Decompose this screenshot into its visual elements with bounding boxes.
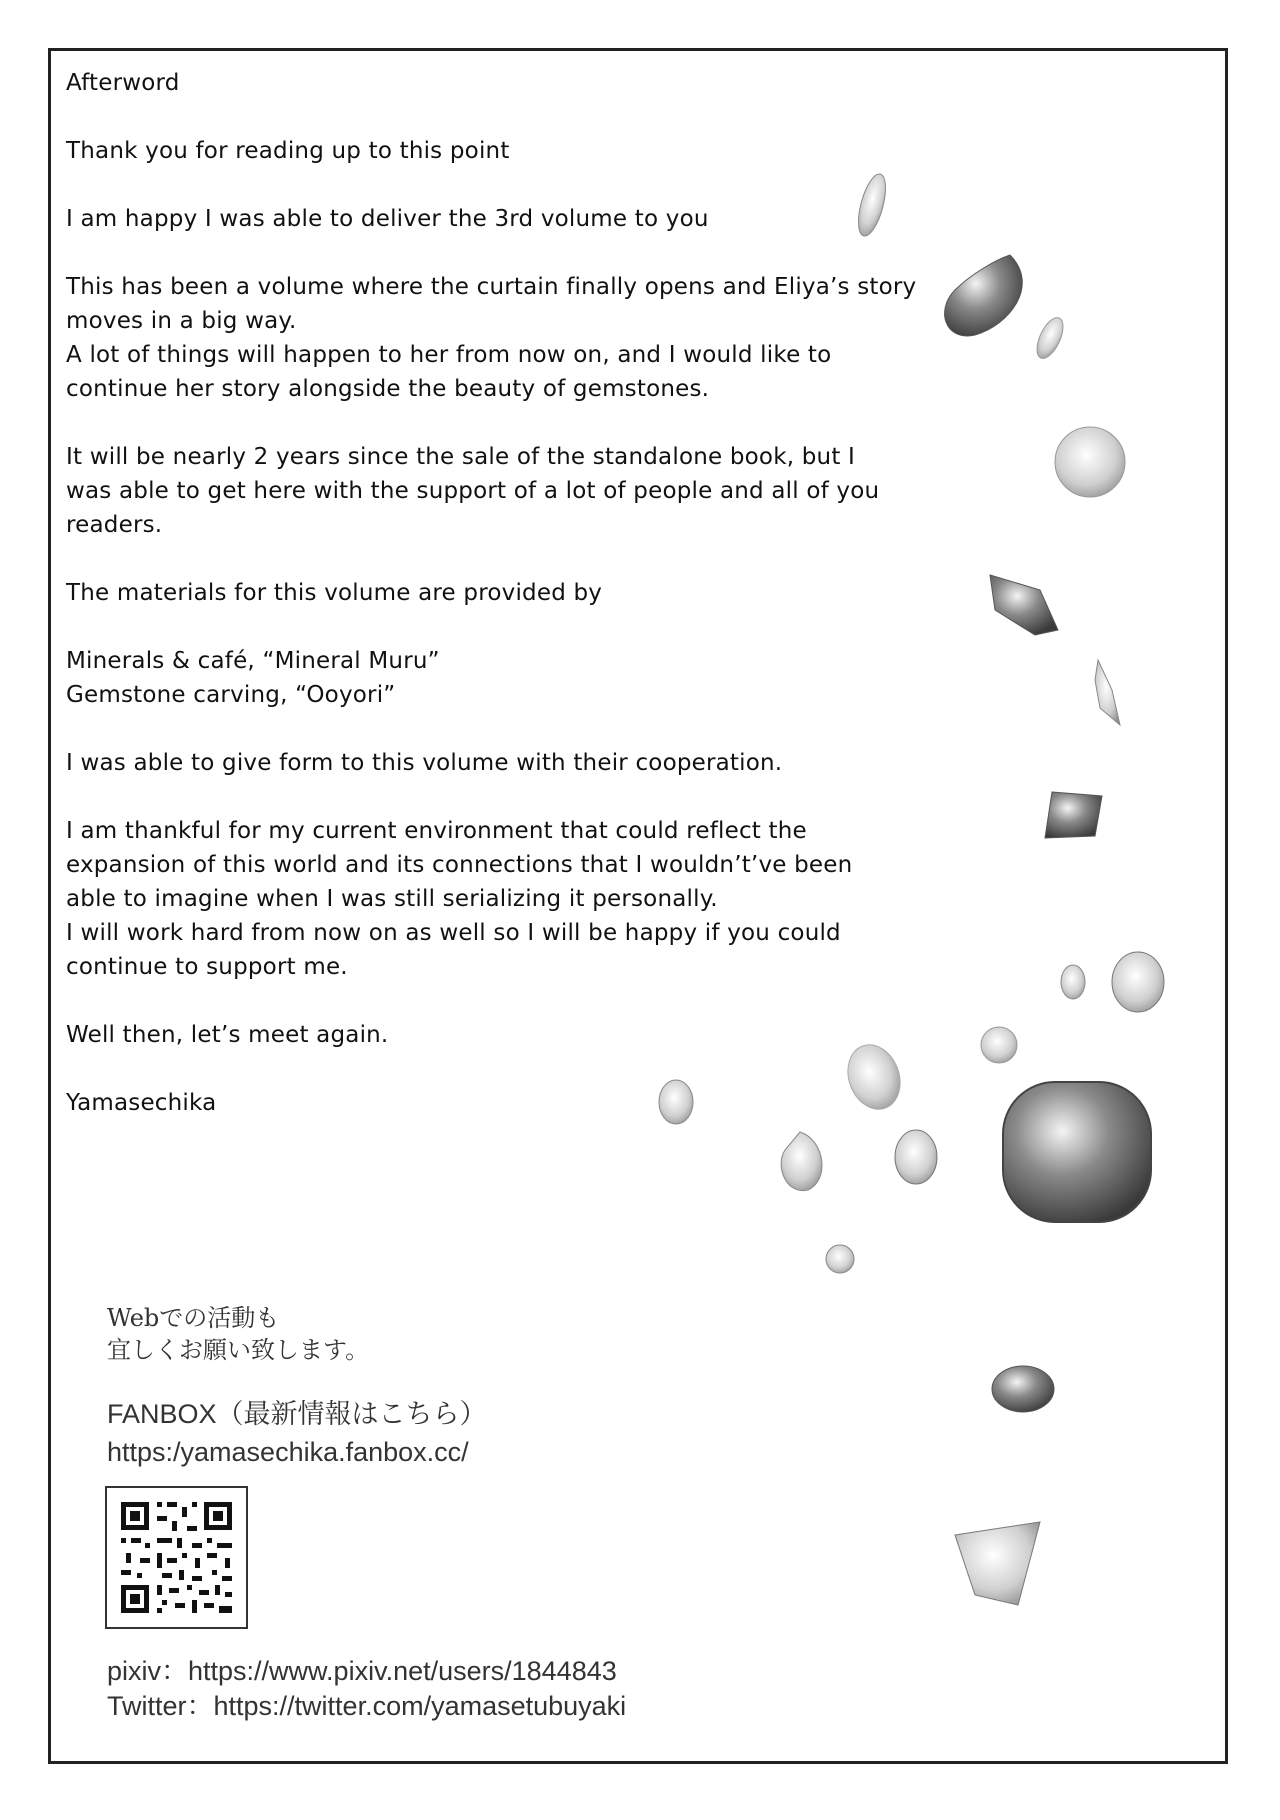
web-notice: Webでの活動も 宜しくお願い致します。 [107,1304,370,1364]
paragraph-cooperation: I was able to give form to this volume with their cooperation. [66,750,783,776]
paragraph-happy: I am happy I was able to deliver the 3rd volume to you [66,206,709,232]
gem-round-small-icon [981,1027,1017,1063]
gem-oval-medium-icon [895,1130,937,1184]
paragraph-materials: The materials for this volume are provided by [66,580,603,606]
gem-pear-small-icon [781,1132,822,1191]
paragraph-thankful: I am thankful for my current environment that could reflect the expansion of this world and its connections that I wouldn’t’ve been able to imagine when I was still serializing it personally. I will work hard from now on as well so I will be happy if you could continue to support me. [66,818,853,980]
gem-pear-icon [945,255,1023,336]
gem-square-cut-icon [1045,792,1102,838]
gem-oval-tiny-icon [659,1080,693,1124]
gem-trillion-icon [955,1522,1040,1605]
paragraph-support: It will be nearly 2 years since the sale of the standalone book, but I was able to get here with the support of a lot of people and all of you readers. [66,444,880,538]
social-links [107,1654,626,1724]
gem-marquise-icon [853,171,891,239]
gem-oval-lower-icon [992,1366,1054,1412]
gem-round-brilliant-icon [1055,427,1125,497]
gem-marquise-small-icon [1032,314,1069,362]
qr-code-icon [107,1488,246,1627]
gem-emerald-cut-icon [990,575,1058,635]
paragraph-providers: Minerals & café, “Mineral Muru” Gemstone carving, “Ooyori” [66,648,440,708]
gem-oval-small-icon [1061,965,1085,999]
paragraph-farewell: Well then, let’s meet again. [66,1022,389,1048]
pixiv-link[interactable]: pixiv：https://www.pixiv.net/users/1844843 [107,1656,617,1686]
gem-oval-clear-icon [839,1037,909,1116]
paragraph-thanks: Thank you for reading up to this point [66,138,510,164]
twitter-link[interactable]: Twitter：https://twitter.com/yamasetubuyaki [107,1691,627,1721]
paragraph-story: This has been a volume where the curtain finally opens and Eliya’s story moves in a big way. A lot of things will happen to her from now on, and I would like to continue her story alongside the beauty of gemstones. [66,274,917,402]
gem-kite-icon [1095,660,1120,725]
author-signature: Yamasechika [66,1090,217,1116]
qr-code[interactable] [105,1486,248,1629]
gem-cushion-cut-icon [1003,1082,1151,1222]
gem-oval-icon [1112,952,1164,1012]
afterword-title: Afterword [66,70,180,96]
fanbox-info [107,1395,487,1471]
fanbox-label: FANBOX（最新情報はこちら） [107,1399,487,1429]
gem-round-tiny-icon [826,1245,854,1273]
fanbox-url[interactable]: https:/yamasechika.fanbox.cc/ [107,1437,469,1467]
